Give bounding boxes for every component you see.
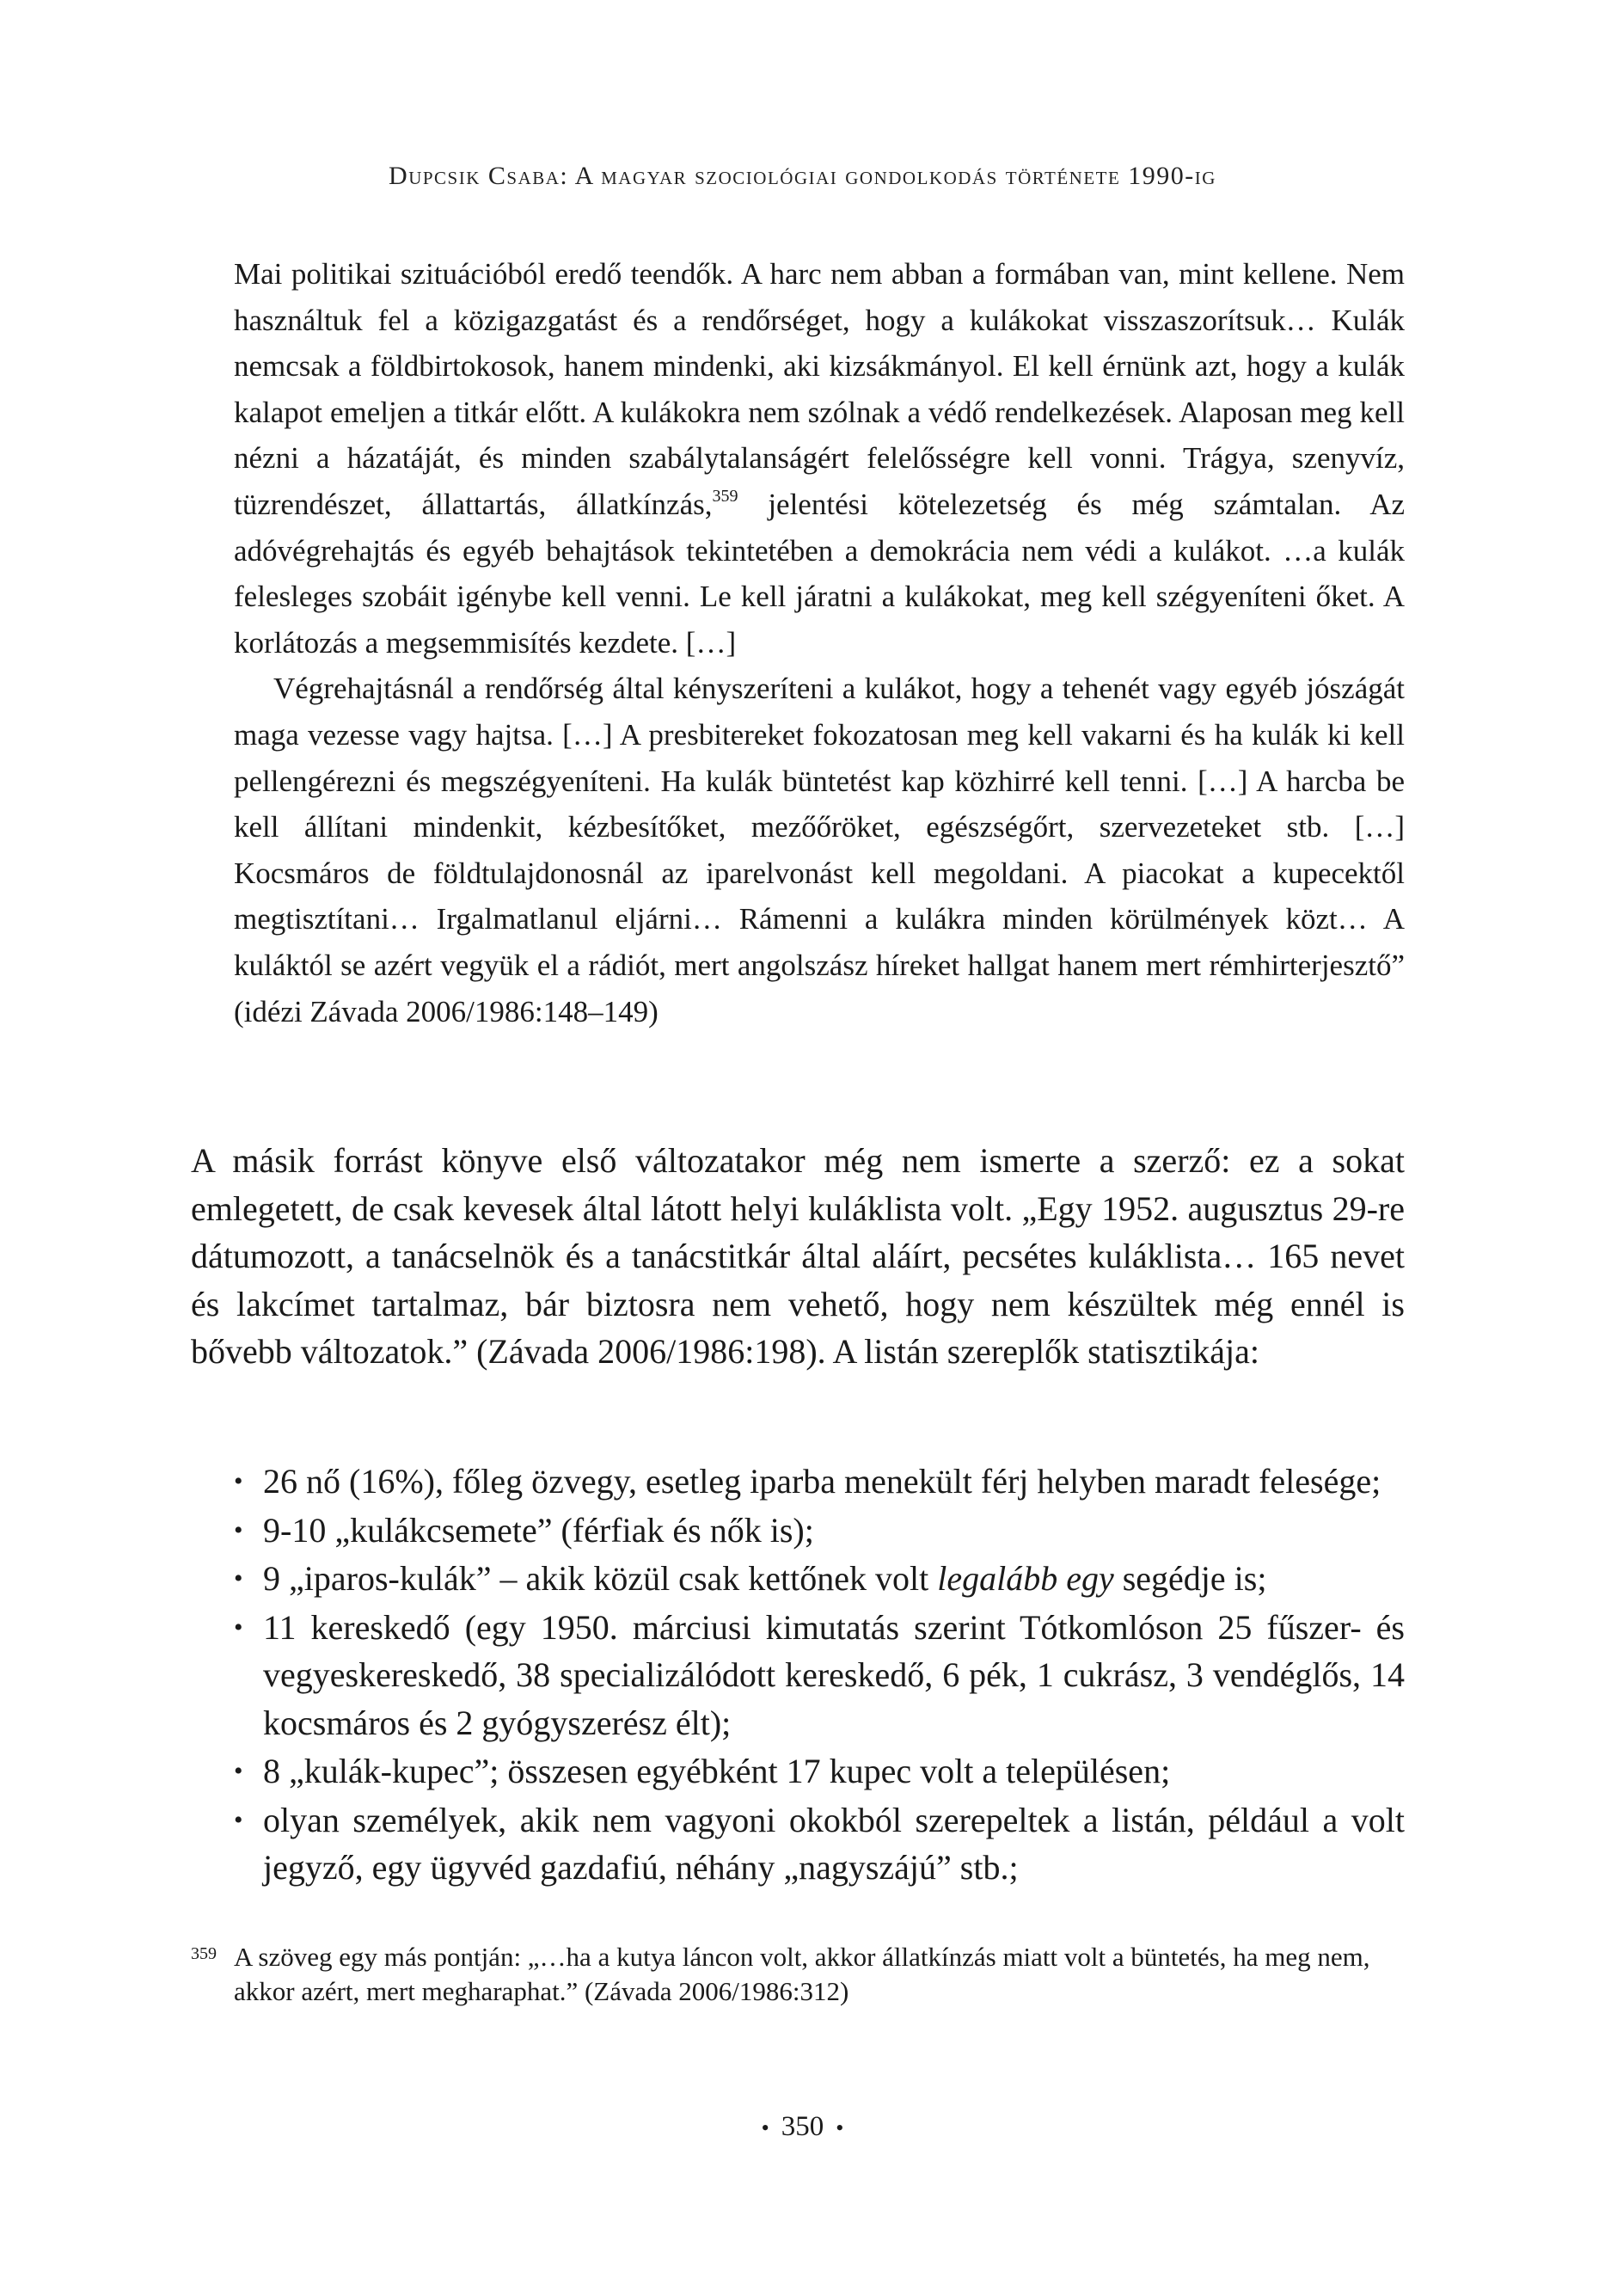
quote-text-before-ref: Mai politikai szituációból eredő teendők. A harc nem abban a formában van, mint kellene. Nem használtuk fel a közigazgatást és a rendőrséget, hogy a kulákokat visszaszorítsuk… Kulák nemcsak a földbirtokosok, hanem mindenki, aki kizsákmányol. El kell érnünk azt, hogy a kulák kalapot emeljen a titkár előtt. A kulákokra nem szólnak a védő rendelkezések. Alaposan meg kell nézni a házatáját, és minden szabálytalanságért felelősségre kell vonni. Trágya, szenyvíz, tüzrendészet, állattartás, állatkínzás, — [234, 257, 1405, 521]
page-number — [0, 2111, 1605, 2143]
list-item-text: 11 kereskedő (egy 1950. márciusi kimutatás szerint Tótkomlóson 25 fűszer- és vegyeskereskedő, 38 specializálódott kereskedő, 6 pék, 1 cukrász, 3 vendéglős, 14 kocsmáros és 2 gyógyszerész élt); — [263, 1607, 1405, 1742]
list-item — [191, 1507, 1405, 1555]
list-item — [191, 1604, 1405, 1747]
footnote-number: 359 — [191, 1944, 217, 1963]
list-item — [191, 1555, 1405, 1603]
page-number-dot-right: • — [836, 2115, 844, 2140]
bullet-icon: • — [234, 1805, 243, 1834]
footnote-reference[interactable]: 359 — [712, 486, 738, 506]
bullet-icon: • — [234, 1467, 243, 1495]
list-item-text: 8 „kulák-kupec”; összesen egyébként 17 kupec volt a településen; — [263, 1752, 1171, 1790]
body-paragraph: A másik forrást könyve első változatakor még nem ismerte a szerző: ez a sokat emlegetett, de csak kevesek által látott helyi kuláklista volt. „Egy 1952. augusztus 29-re dátumozott, a tanácselnök és a tanácstitkár által aláírt, pecsétes kuláklista… 165 nevet és lakcímet tartalmaz, bár biztosra nem vehető, hogy nem készültek még ennél is bővebb változatok.” (Závada 2006/1986:198). A listán szereplők statisztikája: — [191, 1141, 1405, 1371]
list-item-text-end: segédje is; — [1113, 1559, 1267, 1598]
quote-text-after-ref: jelentési kötelezetség és még számtalan. Az adóvégrehajtás és egyéb behajtások tekintetében a demokrácia nem védi a kulákot. …a kulák felesleges szobáit igénybe kell venni. Le kell járatni a kulákokat, meg kell szégyeníteni őket. A korlátozás a megsemmisítés kezdete. […] — [234, 487, 1406, 660]
list-item-text: 9 „iparos-kulák” – akik közül csak kettőnek volt — [263, 1559, 938, 1598]
bullet-icon: • — [234, 1612, 243, 1642]
quote-paragraph-1 — [234, 251, 1405, 666]
body-text — [191, 1137, 1405, 1376]
footnote-text: A szöveg egy más pontján: „…ha a kutya láncon volt, akkor állatkínzás miatt volt a büntetés, ha meg nem, akkor azért, mert megharaphat.” (Závada 2006/1986:312) — [234, 1942, 1370, 2006]
page-number-dot-left: • — [761, 2115, 769, 2140]
list-item — [191, 1796, 1405, 1892]
list-item-emphasis: legalább egy — [937, 1559, 1114, 1598]
statistics-list — [191, 1458, 1405, 1893]
list-item — [191, 1747, 1405, 1796]
page-number-value: 350 — [781, 2111, 824, 2142]
running-head: Dupcsik Csaba: A magyar szociológiai gondolkodás története 1990-ig — [389, 162, 1216, 190]
list-item — [191, 1458, 1405, 1506]
bullet-icon: • — [234, 1757, 243, 1785]
list-item-text: 26 nő (16%), főleg özvegy, esetleg iparba menekült férj helyben maradt felesége; — [263, 1462, 1381, 1501]
list-item-text: olyan személyek, akik nem vagyoni okokból szerepeltek a listán, például a volt jegyző, egy ügyvéd gazdafiú, néhány „nagyszájú” stb.; — [263, 1800, 1405, 1887]
quote-paragraph-2: Végrehajtásnál a rendőrség által kényszeríteni a kulákot, hogy a tehenét vagy egyéb jószágát maga vezesse vagy hajtsa. […] A presbitereket fokozatosan meg kell vakarni és ha kulák ki kell pellengérezni és megszégyeníteni. Ha kulák büntetést kap közhirré kell tenni. […] A harcba be kell állítani mindenkit, kézbesítőket, mezőőröket, egészségőrt, szervezeteket stb. […] Kocsmáros de földtulajdonosnál az iparelvonást kell megoldani. A piacokat a kupecektől megtisztítani… Irgalmatlanul eljárni… Rámenni a kulákra minden körülmények közt… A kuláktól se azért vegyük el a rádiót, mert angolszász híreket hallgat hanem mert rémhirterjesztő” (idézi Závada 2006/1986:148–149) — [234, 672, 1405, 1028]
list-item-text: 9-10 „kulákcsemete” (férfiak és nők is); — [263, 1510, 814, 1550]
footnote — [191, 1940, 1405, 2009]
block-quote — [234, 251, 1405, 1034]
bullet-icon: • — [234, 1515, 243, 1544]
bullet-icon: • — [234, 1564, 243, 1593]
